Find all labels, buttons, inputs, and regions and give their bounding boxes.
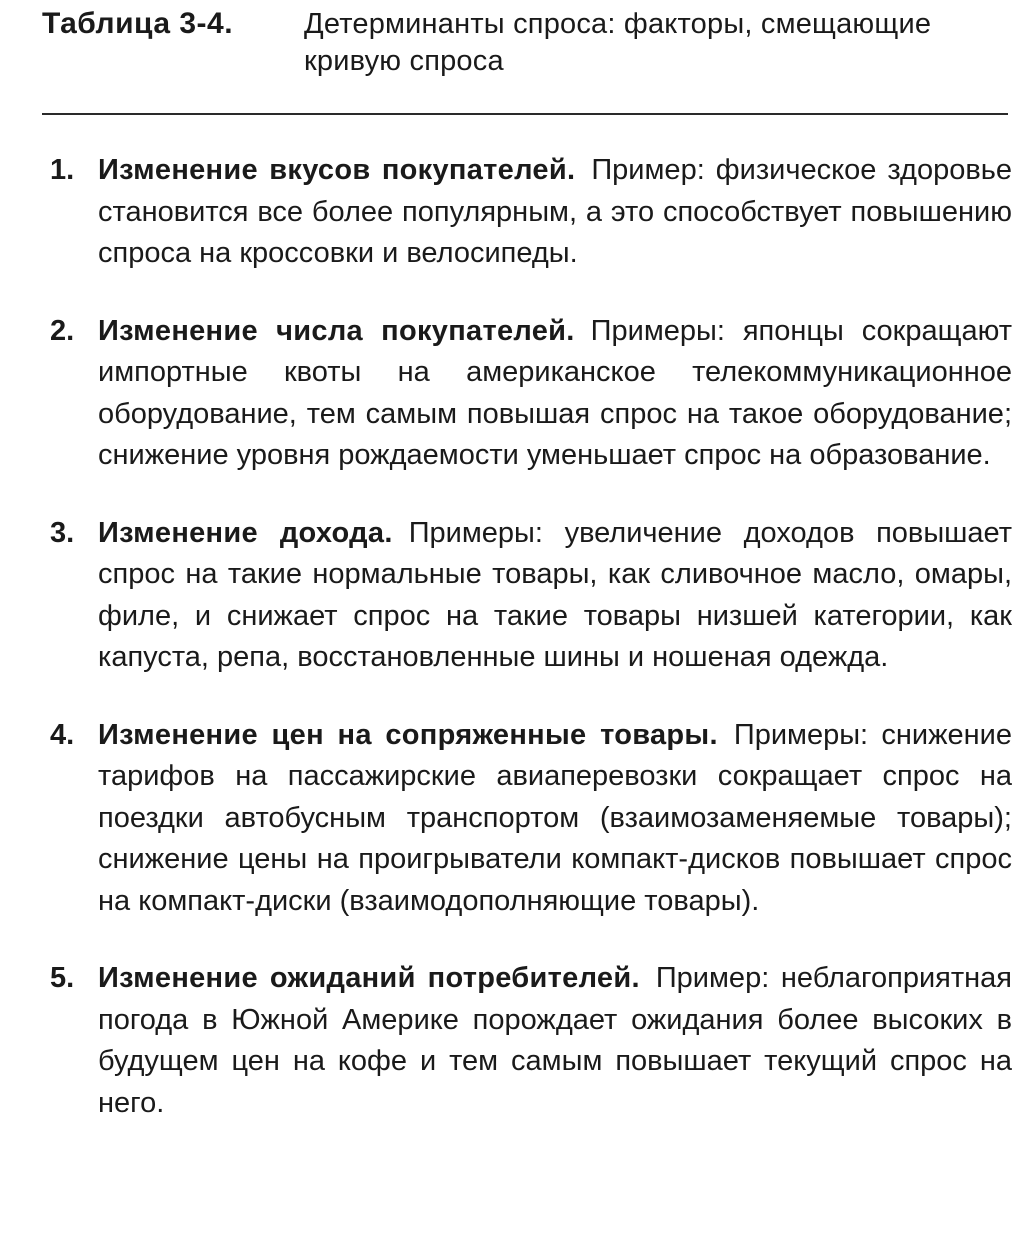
list-item xyxy=(50,715,1012,923)
item-text: Примеры: японцы сокращают импортные квоты на американское телекоммуникационное оборудование, тем самым повышая спрос на такое оборудование; снижение уровня рождаемости уменьшает спрос на образование. xyxy=(98,314,1013,471)
item-heading: Изменение ожиданий потребителей. xyxy=(98,962,640,994)
header-divider xyxy=(42,113,1008,115)
item-text: Примеры: увеличение доходов повышает спрос на такие нормальные товары, как сливочное масло, омары, филе, и снижает спрос на такие товары низшей категории, как капуста, репа, восстановленные шины и ношеная одежда. xyxy=(98,516,1013,673)
item-number: 3. xyxy=(50,516,75,549)
item-number: 5. xyxy=(50,962,75,994)
list-item xyxy=(50,311,1012,477)
list-item xyxy=(50,150,1012,275)
determinants-list xyxy=(50,150,1012,1160)
item-number: 1. xyxy=(50,154,75,186)
item-heading: Изменение цен на сопряженные товары. xyxy=(98,718,718,751)
list-item xyxy=(50,513,1012,679)
item-heading: Изменение вкусов покупателей. xyxy=(98,154,576,186)
item-text: Пример: физическое здоровье становится все более популярным, а это способствует повышению спроса на кроссовки и велосипеды. xyxy=(98,154,1012,269)
list-item xyxy=(50,958,1012,1124)
item-heading: Изменение числа покупателей. xyxy=(98,314,575,347)
table-label: Таблица 3-4. xyxy=(42,7,234,40)
item-heading: Изменение дохода. xyxy=(98,516,393,549)
item-number: 4. xyxy=(50,718,75,751)
item-number: 2. xyxy=(50,314,75,347)
item-text: Пример: неблагоприятная погода в Южной Америке порождает ожидания более высоких в будущем цен на кофе и тем самым повышает текущий спрос на него. xyxy=(98,962,1012,1119)
table-title: Детерминанты спроса: факторы, смещающие кривую спроса xyxy=(304,8,932,77)
item-text: Примеры: снижение тарифов на пассажирские авиаперевозки сокращает спрос на поездки автобусным транспортом (взаимозаменяемые товары); снижение цены на проигрыватели компакт-дисков повышает спрос на компакт-диски (взаимодополняющие товары). xyxy=(98,718,1012,917)
